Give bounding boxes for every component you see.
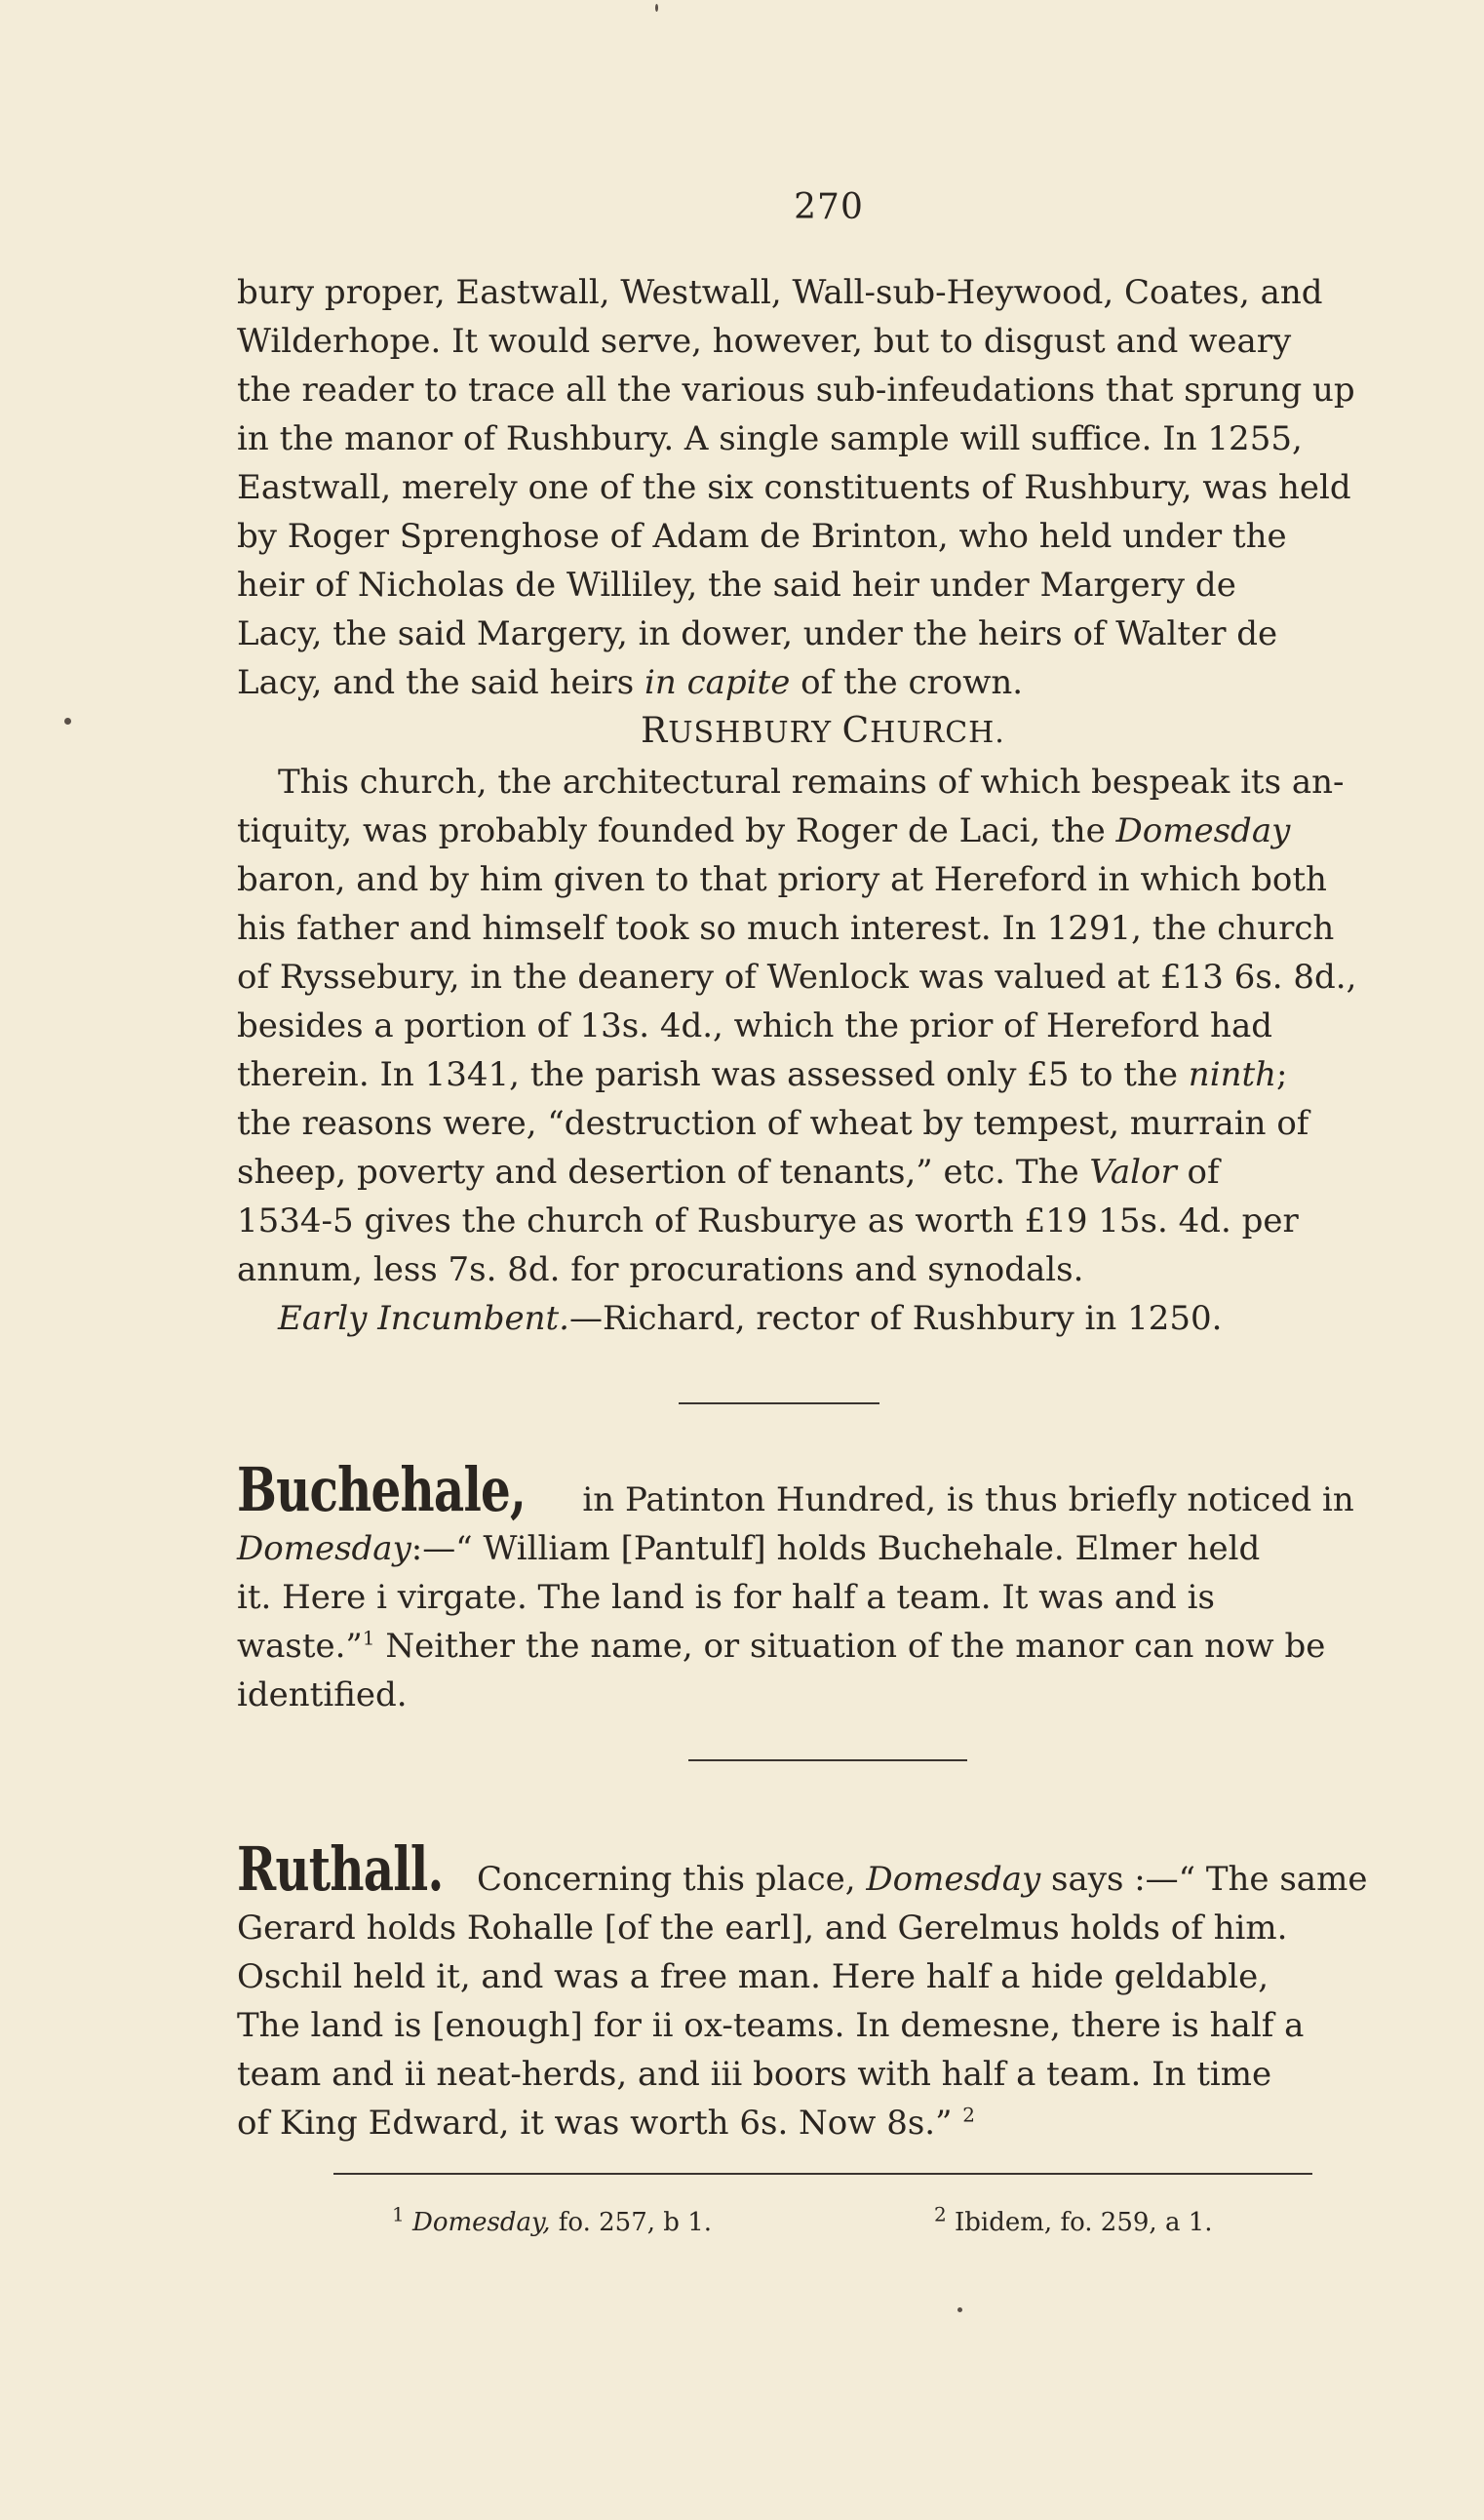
text-line: Oschil held it, and was a free man. Here half a hide geldable,	[237, 1957, 1269, 1996]
text-line: it. Here i virgate. The land is for half a team. It was and is	[237, 1578, 1215, 1617]
text-line: his father and himself took so much interest. In 1291, the church	[237, 909, 1335, 948]
text-line: Lacy, the said Margery, in dower, under the heirs of Walter de	[237, 614, 1278, 653]
entry-title-ruthall: Ruthall.	[237, 1833, 444, 1905]
text-line: the reasons were, “destruction of wheat by tempest, murrain of	[237, 1104, 1309, 1143]
text-line: Domesday:—“ William [Pantulf] holds Buchehale. Elmer held	[237, 1529, 1261, 1568]
text-line: besides a portion of 13s. 4d., which the prior of Hereford had	[237, 1006, 1272, 1045]
text-line: by Roger Sprenghose of Adam de Brinton, who held under the	[237, 517, 1287, 556]
text-line: The land is [enough] for ii ox-teams. In demesne, there is half a	[237, 2006, 1305, 2045]
ruthall-paragraph	[237, 1833, 1409, 2147]
text-line: heir of Nicholas de Williley, the said heir under Margery de	[237, 566, 1236, 605]
text-line: of Ryssebury, in the deanery of Wenlock was valued at £13 6s. 8d.,	[237, 958, 1357, 997]
entry-title-buchehale: Buchehale,	[237, 1454, 527, 1525]
rushbury-paragraph	[237, 268, 1409, 1343]
text-line: therein. In 1341, the parish was assessed only £5 to the ninth;	[237, 1055, 1288, 1094]
footnote-rule	[333, 2173, 1312, 2175]
paper-speck	[64, 718, 71, 725]
text-line: waste.”$^1$ Neither the name, or situation of the manor can now be	[237, 1626, 1326, 1666]
text-line: the reader to trace all the various sub-infeudations that sprung up	[237, 371, 1355, 410]
text-line: Wilderhope. It would serve, however, but to disgust and weary	[237, 322, 1292, 361]
text-line: of King Edward, it was worth 6s. Now 8s.” $^2$	[237, 2103, 976, 2143]
text-line: Gerard holds Rohalle [of the earl], and Gerelmus holds of him.	[237, 1909, 1288, 1948]
text-line: team and ii neat-herds, and iii boors with half a team. In time	[237, 2055, 1272, 2094]
footnote-2: $^2$ Ibidem, fo. 259, a 1.	[934, 2202, 1213, 2237]
buchehale-paragraph	[237, 1454, 1409, 1719]
text-line: Early Incumbent.—Richard, rector of Rushbury in 1250.	[278, 1299, 1223, 1338]
text-line: in the manor of Rushbury. A single sample will suffice. In 1255,	[237, 419, 1303, 458]
text-line: Lacy, and the said heirs in capite of the crown.	[237, 663, 1024, 702]
text-line: Ruthall. Concerning this place, Domesday says :—“ The same	[237, 1833, 1368, 1905]
text-line: tiquity, was probably founded by Roger de Laci, the Domesday	[237, 811, 1291, 850]
page-number: 270	[794, 187, 864, 227]
paper-speck	[957, 2307, 962, 2312]
text-line: annum, less 7s. 8d. for procurations and synodals.	[237, 1250, 1084, 1289]
paper-speck	[655, 4, 658, 12]
text-line: Buchehale, in Patinton Hundred, is thus briefly noticed in	[237, 1454, 1354, 1525]
text-line: sheep, poverty and desertion of tenants,” etc. The Valor of	[237, 1153, 1220, 1192]
text-line: Eastwall, merely one of the six constituents of Rushbury, was held	[237, 468, 1351, 507]
text-line: bury proper, Eastwall, Westwall, Wall-sub-Heywood, Coates, and	[237, 273, 1323, 312]
text-line: identified.	[237, 1675, 408, 1714]
section-divider	[688, 1759, 967, 1761]
text-line: This church, the architectural remains of which bespeak its an-	[278, 763, 1345, 802]
text-line: baron, and by him given to that priory at Hereford in which both	[237, 860, 1327, 899]
footnote-1: $^1$ Domesday, fo. 257, b 1.	[392, 2202, 713, 2237]
section-heading-rushbury-church: RUSHBURY CHURCH.	[641, 711, 1005, 751]
text-line: 1534-5 gives the church of Rusburye as worth £19 15s. 4d. per	[237, 1201, 1299, 1240]
section-divider	[679, 1402, 879, 1404]
